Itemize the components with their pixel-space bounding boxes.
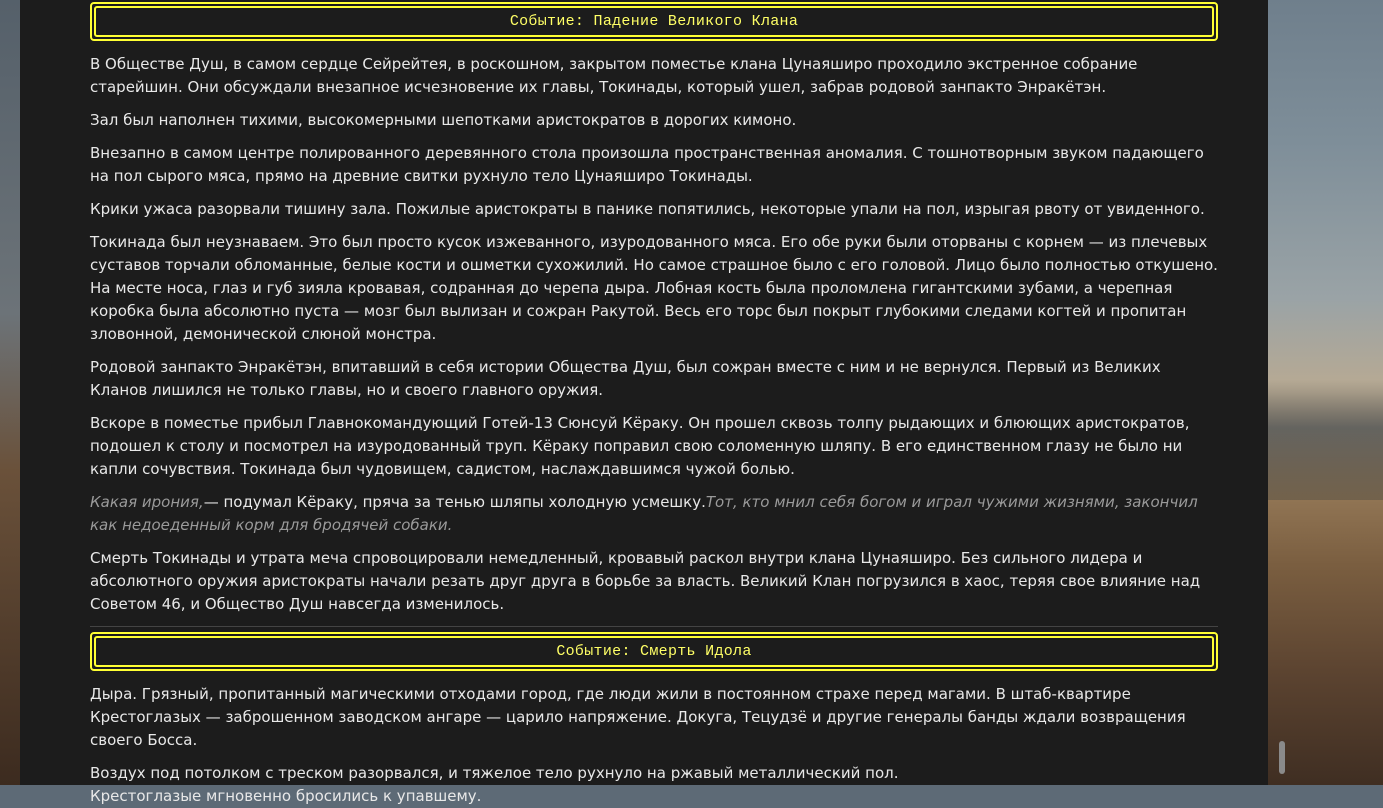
event-title: Событие: Смерть Идола [94, 636, 1214, 667]
event-header-idol-death [90, 632, 1218, 671]
section-divider [90, 626, 1218, 627]
event-title: Событие: Падение Великого Клана [94, 6, 1214, 37]
story-line: Воздух под потолком с треском разорвался, и тяжелое тело рухнуло на ржавый металлический пол. [90, 764, 899, 782]
story-panel[interactable] [20, 0, 1268, 805]
character-thought: Тот, кто мнил себя богом и играл чужими жизнями, закончил как недоеденный корм для бродячей собаки. [90, 493, 1198, 534]
story-paragraph [90, 762, 1218, 808]
scrollbar-thumb[interactable] [1279, 741, 1285, 774]
background-left-edge [0, 0, 20, 785]
story-paragraph: Токинада был неузнаваем. Это был просто кусок изжеванного, изуродованного мяса. Его обе руки были оторваны с корнем — из плечевых суставов торчали обломанные, белые кости и ошметки сухожилий. Но самое страшное было с его головой. Лицо было полностью откушено. На месте носа, глаз и губ зияла кровавая, содранная до черепа дыра. Лобная кость была проломлена гигантскими зубами, а черепная коробка была абсолютно пуста — мозг был вылизан и сожран Ракутой. Весь его торс был покрыт глубокими следами когтей и пропитан зловонной, демонической слюной монстра. [90, 233, 1218, 343]
story-paragraph-mixed [90, 491, 1218, 537]
story-paragraph: Зал был наполнен тихими, высокомерными шепотками аристократов в дорогих кимоно. [90, 111, 797, 129]
story-line: Крестоглазые мгновенно бросились к упавшему. [90, 787, 482, 805]
story-paragraph: Крики ужаса разорвали тишину зала. Пожилые аристократы в панике попятились, некоторые упали на пол, изрыгая рвоту от увиденного. [90, 200, 1205, 218]
story-paragraph: Дыра. Грязный, пропитанный магическими отходами город, где люди жили в постоянном страхе перед магами. В штаб-квартире Крестоглазых — заброшенном заводском ангаре — царило напряжение. Докуга, Тецудзё и другие генералы банды ждали возвращения своего Босса. [90, 685, 1186, 749]
character-thought: Какая ирония, [90, 493, 204, 511]
story-paragraph: В Обществе Душ, в самом сердце Сейрейтея, в роскошном, закрытом поместье клана Цунаяширо проходило экстренное собрание старейшин. Они обсуждали внезапное исчезновение их главы, Токинады, который ушел, забрав родовой занпакто Энракётэн. [90, 55, 1138, 96]
event-header-great-clan [90, 2, 1218, 41]
story-paragraph: Вскоре в поместье прибыл Главнокомандующий Готей-13 Сюнсуй Кёраку. Он прошел сквозь толпу рыдающих и блюющих аристократов, подошел к столу и посмотрел на изуродованный труп. Кёраку поправил свою соломенную шляпу. В его единственном глазу не было ни капли сочувствия. Токинада был чудовищем, садистом, наслаждавшимся чужой болью. [90, 414, 1190, 478]
story-paragraph: Родовой занпакто Энракётэн, впитавший в себя истории Общества Душ, был сожран вместе с ним и не вернулся. Первый из Великих Кланов лишился не только главы, но и своего главного оружия. [90, 358, 1161, 399]
story-paragraph: Смерть Токинады и утрата меча спровоцировали немедленный, кровавый раскол внутри клана Цунаяширо. Без сильного лидера и абсолютного оружия аристократы начали резать друг друга в борьбе за власть. Великий Клан погрузился в хаос, теряя свое влияние над Советом 46, и Общество Душ навсегда изменилось. [90, 549, 1201, 613]
story-content [90, 0, 1218, 808]
narration-text: — подумал Кёраку, пряча за тенью шляпы холодную усмешку. [203, 493, 706, 511]
background-rock-formation [1268, 380, 1383, 500]
story-paragraph: Внезапно в самом центре полированного деревянного стола произошла пространственная аномалия. С тошнотворным звуком падающего на пол сырого мяса, прямо на древние свитки рухнуло тело Цунаяширо Токинады. [90, 144, 1204, 185]
